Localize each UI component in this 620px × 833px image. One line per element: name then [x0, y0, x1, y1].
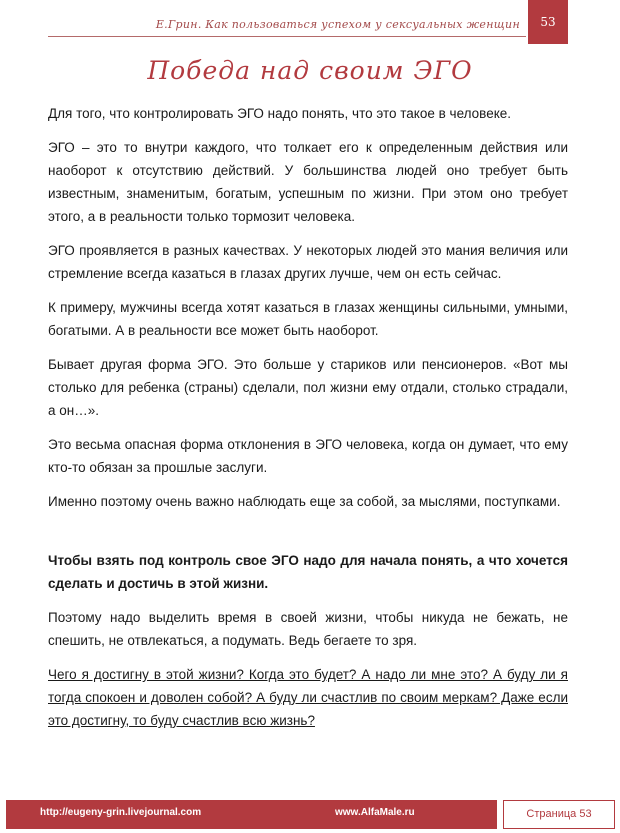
- body-text: [48, 102, 568, 743]
- bold-paragraph: Чтобы взять под контроль свое ЭГО надо для начала понять, а что хочется сделать и достичь в этой жизни.: [48, 553, 568, 591]
- paragraph: Бывает другая форма ЭГО. Это больше у стариков или пенсионеров. «Вот мы столько для ребенка (страны) сделали, пол жизни ему отдали, столько страдали, а он…».: [48, 357, 568, 418]
- paragraph: Именно поэтому очень важно наблюдать еще за собой, за мыслями, поступками.: [48, 494, 561, 509]
- page-number-badge: 53: [528, 0, 568, 44]
- underlined-questions: Чего я достигну в этой жизни? Когда это будет? А надо ли мне это? А буду ли я тогда спокоен и доволен собой? А буду ли счастлив по своим меркам? Даже если это достигну, то буду счастлив всю жизнь?: [48, 667, 568, 728]
- paragraph: Это весьма опасная форма отклонения в ЭГО человека, когда он думает, что ему кто-то обязан за прошлые заслуги.: [48, 437, 568, 475]
- page-footer: [0, 800, 620, 829]
- paragraph: ЭГО проявляется в разных качествах. У некоторых людей это мания величия или стремление всегда казаться в глазах других лучше, чем он есть сейчас.: [48, 243, 568, 281]
- running-header: Е.Грин. Как пользоваться успехом у сексуальных женщин: [155, 18, 520, 31]
- paragraph: Поэтому надо выделить время в своей жизни, чтобы никуда не бежать, не спешить, не отвлекаться, а подумать. Ведь бегаете то зря.: [48, 610, 568, 648]
- footer-page-label: Страница 53: [503, 800, 615, 829]
- footer-left-link[interactable]: http://eugeny-grin.livejournal.com: [40, 807, 202, 818]
- chapter-title: Победа над своим ЭГО: [147, 56, 473, 85]
- paragraph: ЭГО – это то внутри каждого, что толкает его к определенным действия или наоборот к отсутствию действий. У большинства людей оно требует быть известным, знаменитым, богатым, успешным по жизни. При этом оно требует этого, а в реальности только тормозит человека.: [48, 140, 568, 224]
- header-divider: [48, 36, 526, 37]
- paragraph: К примеру, мужчины всегда хотят казаться в глазах женщины сильными, умными, богатыми. А в реальности все может быть наоборот.: [48, 300, 568, 338]
- footer-center-link[interactable]: www.AlfaMale.ru: [335, 807, 415, 818]
- paragraph: Для того, что контролировать ЭГО надо понять, что это такое в человеке.: [48, 106, 512, 121]
